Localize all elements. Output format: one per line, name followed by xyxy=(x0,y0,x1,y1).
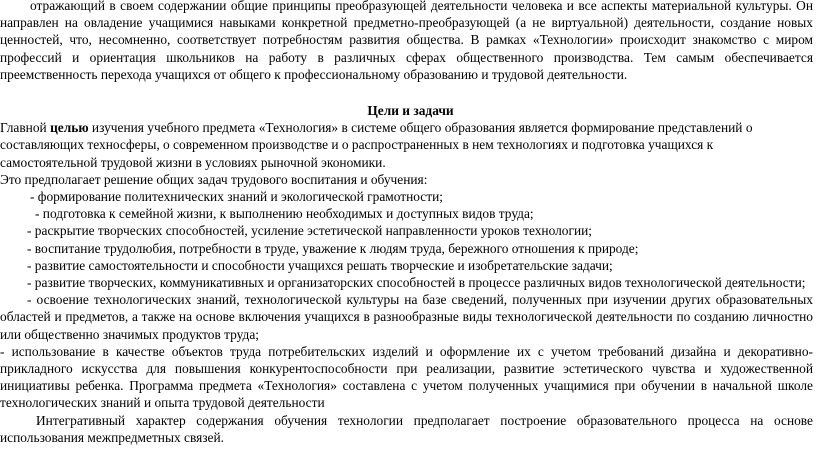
task-item-5: - развитие самостоятельности и способности учащихся решать творческие и изобретательские задачи; xyxy=(27,257,613,273)
task-item-3: - раскрытие творческих способностей, усиление эстетической направленности уроков технологии; xyxy=(27,223,593,239)
goal-bold-word: целью xyxy=(50,120,89,136)
task-item-1: - формирование политехнических знаний и экологической грамотности; xyxy=(30,189,443,205)
intro-paragraph: отражающий в своем содержании общие принципы преобразующей деятельности человека и все аспекты материальной культуры. Он направлен на овладение учащимися навыками конкретной предметно-преобразующей (а не виртуальной) деятельности, создание новых ценностей, что, несомненно, соответствует потребностям развития общества. В рамках «Технологии» происходит знакомство с миром профессий и ориентация школьников на работу в различных сферах общественного производства. Тем самым обеспечивается преемственность перехода учащихся от общего к профессиональному образованию и трудовой деятельности. xyxy=(0,0,813,82)
section-heading: Цели и задачи xyxy=(367,103,454,119)
task-item-2: - подготовка к семейной жизни, к выполнению необходимых и доступных видов труда; xyxy=(35,206,534,222)
goal-paragraph xyxy=(0,119,813,171)
goal-text-before: Главной xyxy=(0,120,51,136)
tasks-intro: Это предполагает решение общих задач трудового воспитания и обучения: xyxy=(0,171,428,187)
task-item-7: - освоение технологических знаний, технологической культуры на базе сведений, полученных при изучении других образовательных областей и предметов, а также на основе включения учащихся в разнообразные виды технологической деятельности по созданию личностно или общественно значимых продуктов труда; xyxy=(0,292,813,342)
task-item-4: - воспитание трудолюбия, потребности в труде, уважение к людям труда, бережного отношения к природе; xyxy=(27,240,639,256)
closing-paragraph: Интегративный характер содержания обучения технологии предполагает построение образовательного процесса на основе использования межпредметных связей. xyxy=(0,412,813,445)
task-item-8: - использование в качестве объектов труда потребительских изделий и оформление их с учетом требований дизайна и декоративно-прикладного искусства для повышения конкурентоспособности при реализации, развитие эстетического чувства и художественной инициативы ребенка. Программа предмета «Технология» составлена с учетом полученных учащимися при обучении в начальной школе технологических знаний и опыта трудовой деятельности xyxy=(0,343,813,411)
goal-text-after: изучения учебного предмета «Технология» в системе общего образования является формирование представлений о составляющих техносферы, о современном производстве и о распространенных в нем технологиях и подготовка учащихся к самостоятельной трудовой жизни в условиях рыночной экономики. xyxy=(0,120,753,170)
spacer xyxy=(0,83,813,100)
task-item-6: - развитие творческих, коммуникативных и организаторских способностей в процессе различных видов технологической деятельности; xyxy=(27,275,806,291)
